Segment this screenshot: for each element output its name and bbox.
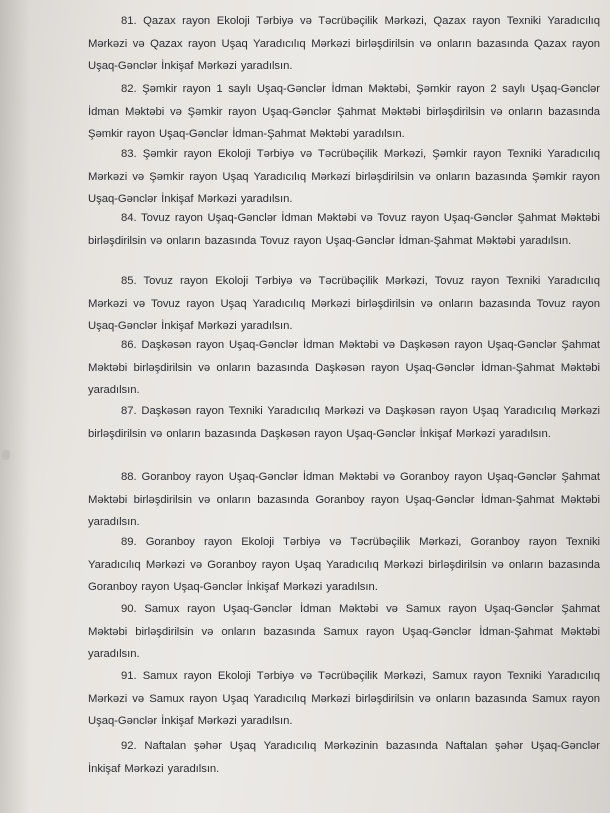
page-shadow [0, 0, 30, 813]
paragraph-text: 85. Tovuz rayon Ekoloji Tərbiyə və Təcrübəçilik Mərkəzi, Tovuz rayon Texniki Yaradıcılıq Mərkəzi və Tovuz rayon Uşaq Yaradıcılıq Mərkəzi birləşdirilsin və onların bazasında Tovuz rayon Uşaq-Gənclər İnkişaf Mərkəzi yaradılsın. [88, 275, 600, 333]
paragraph-text: 90. Samux rayon Uşaq-Gənclər İdman Məktəbi və Samux rayon Uşaq-Gənclər Şahmat Məktəbi birləşdirilsin və onların bazasında Samux rayon Uşaq-Gənclər İdman-Şahmat Məktəbi yaradılsın. [88, 603, 600, 661]
paragraph-82 [88, 78, 600, 146]
paragraph-81 [88, 10, 600, 78]
paragraph-89 [88, 531, 600, 599]
paragraph-92 [88, 735, 600, 780]
paragraph-text: 84. Tovuz rayon Uşaq-Gənclər İdman Məktəbi və Tovuz rayon Uşaq-Gənclər Şahmat Məktəbi birləşdirilsin və onların bazasında Tovuz rayon Uşaq-Gənclər İdman-Şahmat Məktəbi yaradılsın. [88, 212, 600, 247]
paragraph-87 [88, 400, 600, 445]
paragraph-91 [88, 665, 600, 733]
paragraph-text: 89. Goranboy rayon Ekoloji Tərbiyə və Təcrübəçilik Mərkəzi, Goranboy rayon Texniki Yaradıcılıq Mərkəzi və Goranboy rayon Uşaq Yaradıcılıq Mərkəzi birləşdirilsin və onların bazasında Goranboy rayon Uşaq-Gənclər İnkişaf Mərkəzi yaradılsın. [88, 536, 600, 594]
paragraph-text: 92. Naftalan şəhər Uşaq Yaradıcılıq Mərkəzinin bazasında Naftalan şəhər Uşaq-Gənclər İnkişaf Mərkəzi yaradılsın. [88, 740, 600, 775]
paragraph-90 [88, 598, 600, 666]
margin-mark [2, 450, 10, 460]
paragraph-text: 87. Daşkəsən rayon Texniki Yaradıcılıq Mərkəzi və Daşkəsən rayon Uşaq Yaradıcılıq Mərkəzi birləşdirilsin və onların bazasında Daşkəsən rayon Uşaq-Gənclər İnkişaf Mərkəzi yaradılsın. [88, 405, 600, 440]
paragraph-text: 81. Qazax rayon Ekoloji Tərbiyə və Təcrübəçilik Mərkəzi, Qazax rayon Texniki Yaradıcılıq Mərkəzi və Qazax rayon Uşaq Yaradıcılıq Mərkəzi birləşdirilsin və onların bazasında Qazax rayon Uşaq-Gənclər İnkişaf Mərkəzi yaradılsın. [88, 15, 600, 73]
paragraph-88 [88, 466, 600, 534]
paragraph-text: 82. Şəmkir rayon 1 saylı Uşaq-Gənclər İdman Məktəbi, Şəmkir rayon 2 saylı Uşaq-Gənclər İdman Məktəbi və Şəmkir rayon Uşaq-Gənclər Şahmat Məktəbi birləşdirilsin və onların bazasında Şəmkir rayon Uşaq-Gənclər İdman-Şahmat Məktəbi yaradılsın. [88, 83, 600, 141]
paragraph-85 [88, 270, 600, 338]
paragraph-text: 91. Samux rayon Ekoloji Tərbiyə və Təcrübəçilik Mərkəzi, Samux rayon Texniki Yaradıcılıq Mərkəzi və Samux rayon Uşaq Yaradıcılıq Mərkəzi birləşdirilsin və onların bazasında Samux rayon Uşaq-Gənclər İnkişaf Mərkəzi yaradılsın. [88, 670, 600, 728]
paragraph-84 [88, 207, 600, 252]
paragraph-text: 88. Goranboy rayon Uşaq-Gənclər İdman Məktəbi və Goranboy rayon Uşaq-Gənclər Şahmat Məktəbi birləşdirilsin və onların bazasında Goranboy rayon Uşaq-Gənclər İdman-Şahmat Məktəbi yaradılsın. [88, 471, 600, 529]
paragraph-83 [88, 143, 600, 211]
paragraph-86 [88, 334, 600, 402]
paragraph-text: 83. Şəmkir rayon Ekoloji Tərbiyə və Təcrübəçilik Mərkəzi, Şəmkir rayon Texniki Yaradıcılıq Mərkəzi və Şəmkir rayon Uşaq Yaradıcılıq Mərkəzi birləşdirilsin və onların bazasında Şəmkir rayon Uşaq-Gənclər İnkişaf Mərkəzi yaradılsın. [88, 148, 600, 206]
paragraph-text: 86. Daşkəsən rayon Uşaq-Gənclər İdman Məktəbi və Daşkəsən rayon Uşaq-Gənclər Şahmat Məktəbi birləşdirilsin və onların bazasında Daşkəsən rayon Uşaq-Gənclər İdman-Şahmat Məktəbi yaradılsın. [88, 339, 600, 397]
